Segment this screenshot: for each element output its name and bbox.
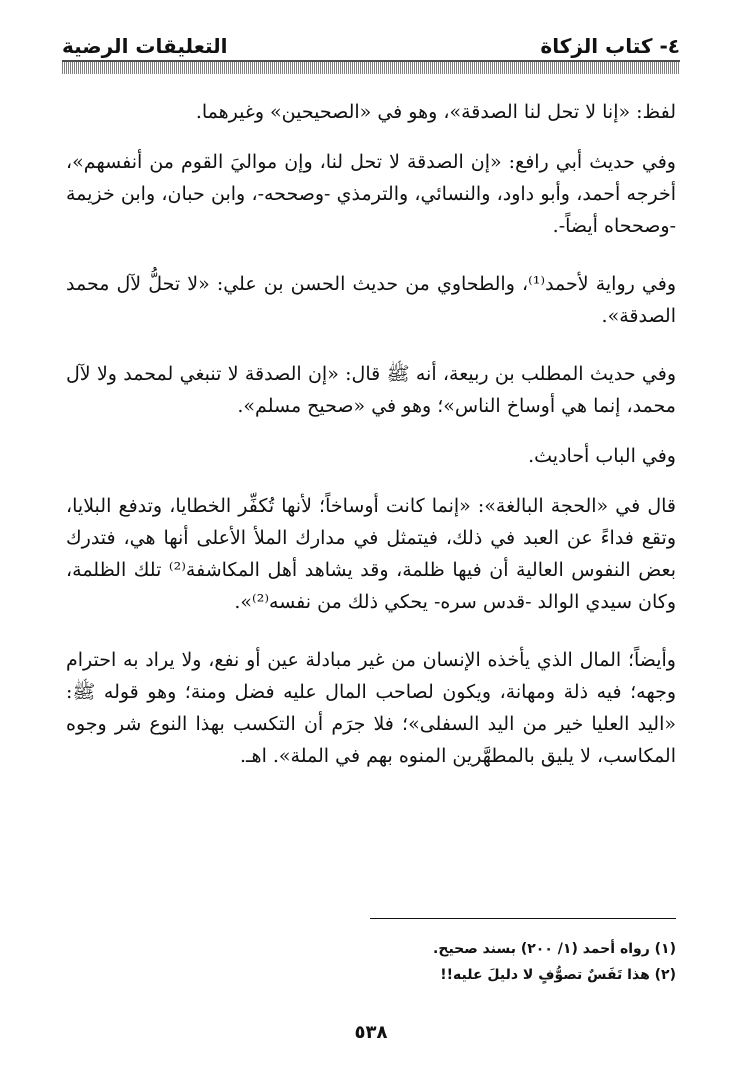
header-rule	[62, 60, 680, 74]
footnote: (٢) هذا تَفَسٌ تصوُّفٍ لا دليلَ عليه!!	[440, 967, 676, 983]
page-number: ٥٣٨	[354, 1022, 388, 1043]
running-header	[62, 28, 680, 58]
footnote-rule	[370, 918, 676, 919]
footnote: (١) رواه أحمد (١/ ٢٠٠) بسند صحيح.	[433, 941, 676, 957]
paragraph: وفي حديث أبي رافع: «إن الصدقة لا تحل لنا، وإن مواليَ القوم من أنفسهم»، أخرجه أحمد، وأبو داود، والنسائي، والترمذي -وصححه-، وابن حبان، وابن خزيمة -وصححاه أيضاً-.	[66, 151, 676, 237]
header-book-title: التعليقات الرضية	[62, 34, 228, 58]
header-chapter: ٤- كتاب الزكاة	[540, 34, 680, 58]
paragraph: وفي رواية لأحمد⁽¹⁾، والطحاوي من حديث الحسن بن علي: «لا تحلُّ لآل محمد الصدقة».	[66, 273, 676, 327]
footnotes	[66, 936, 676, 988]
paragraph: وأيضاً؛ المال الذي يأخذه الإنسان من غير مبادلة عين أو نفع، ولا يراد به احترام وجهه؛ فيه ذلة ومهانة، ويكون لصاحب المال عليه فضل ومنة؛ وهو قوله ﷺ: «اليد العليا خير من اليد السفلى»؛ فلا جرَم أن التكسب بهذا النوع شر وجوه المكاسب، لا يليق بالمطهَّرين المنوه بهم في الملة». اهـ.	[66, 649, 676, 767]
main-text	[66, 96, 676, 798]
paragraph: وفي الباب أحاديث.	[528, 445, 676, 467]
paragraph: قال في «الحجة البالغة»: «إنما كانت أوساخاً؛ لأنها تُكفِّر الخطايا، وتدفع البلايا، وتقع فداءً عن العبد في ذلك، فيتمثل في مدارك الملأ الأعلى أنها هي، فتدرك بعض النفوس العالية أن فيها ظلمة، وقد يشاهد أهل المكاشفة⁽²⁾ تلك الظلمة، وكان سيدي الوالد -قدس سره- يحكي ذلك من نفسه⁽²⁾».	[66, 495, 676, 613]
paragraph: وفي حديث المطلب بن ربيعة، أنه ﷺ قال: «إن الصدقة لا تنبغي لمحمد ولا لآل محمد، إنما هي أوساخ الناس»؛ وهو في «صحيح مسلم».	[66, 363, 676, 417]
paragraph: لفظ: «إنا لا تحل لنا الصدقة»، وهو في «الصحيحين» وغيرهما.	[195, 101, 676, 123]
